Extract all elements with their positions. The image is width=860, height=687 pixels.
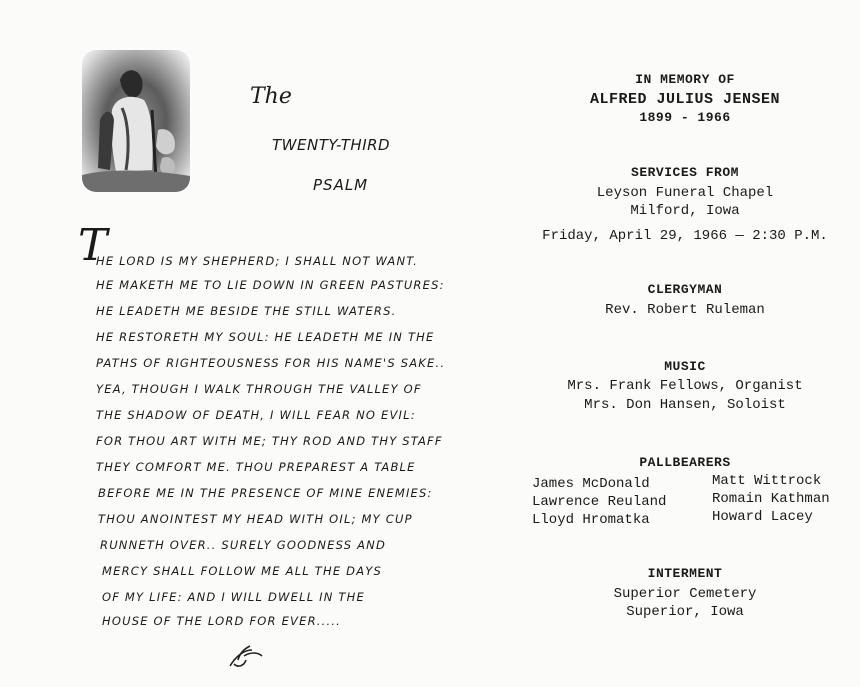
pallbearer: James McDonald xyxy=(532,476,650,492)
life-years: 1899 - 1966 xyxy=(639,110,731,125)
interment-heading: INTERMENT xyxy=(647,566,723,581)
pallbearer: Romain Kathman xyxy=(712,491,830,507)
psalm-line: HE LEADETH ME BESIDE THE STILL WATERS. xyxy=(96,304,397,318)
service-datetime: Friday, April 29, 1966 — 2:30 P.M. xyxy=(542,228,828,244)
in-memory-heading: IN MEMORY OF xyxy=(635,72,735,87)
psalm-line: THOU ANOINTEST MY HEAD WITH OIL; MY CUP xyxy=(98,512,413,526)
psalm-line: RUNNETH OVER.. SURELY GOODNESS AND xyxy=(100,538,387,552)
psalm-line: MERCY SHALL FOLLOW ME ALL THE DAYS xyxy=(102,564,382,578)
psalm-line: PATHS OF RIGHTEOUSNESS FOR HIS NAME'S SAKE.. xyxy=(96,356,446,370)
psalm-line: THE SHADOW OF DEATH, I WILL FEAR NO EVIL: xyxy=(96,408,416,422)
chapel-name: Leyson Funeral Chapel xyxy=(596,185,774,201)
psalm-dropcap: T xyxy=(78,220,108,271)
music-heading: MUSIC xyxy=(664,359,706,374)
pallbearer: Lawrence Reuland xyxy=(532,494,667,510)
soloist: Mrs. Don Hansen, Soloist xyxy=(584,397,786,413)
psalm-title-twenty-third: TWENTY-THIRD xyxy=(272,136,391,154)
clergyman-name: Rev. Robert Ruleman xyxy=(605,302,765,318)
clergyman-heading: CLERGYMAN xyxy=(647,282,723,297)
psalm-line: BEFORE ME IN THE PRESENCE OF MINE ENEMIES: xyxy=(98,486,433,500)
shepherd-picture xyxy=(82,50,190,192)
psalm-line: HE MAKETH ME TO LIE DOWN IN GREEN PASTURES: xyxy=(96,278,445,292)
psalm-line: FOR THOU ART WITH ME; THY ROD AND THY STAFF xyxy=(96,434,443,448)
pallbearer: Howard Lacey xyxy=(712,509,813,525)
psalm-line: YEA, THOUGH I WALK THROUGH THE VALLEY OF xyxy=(96,382,422,396)
shepherd-illustration xyxy=(82,50,190,192)
psalm-line: THEY COMFORT ME. THOU PREPAREST A TABLE xyxy=(96,460,416,474)
psalm-line: HE LORD IS MY SHEPHERD; I SHALL NOT WANT. xyxy=(96,254,419,268)
services-heading: SERVICES FROM xyxy=(631,165,739,180)
cemetery-location: Superior, Iowa xyxy=(626,604,744,620)
psalm-line: OF MY LIFE: AND I WILL DWELL IN THE xyxy=(102,590,365,604)
leaf-ornament-icon xyxy=(226,642,266,670)
psalm-line: HOUSE OF THE LORD FOR EVER..... xyxy=(102,614,342,628)
psalm-line: HE RESTORETH MY SOUL: HE LEADETH ME IN THE xyxy=(96,330,435,344)
memorial-panel xyxy=(520,0,860,687)
pallbearers-heading: PALLBEARERS xyxy=(639,455,731,470)
psalm-title-the: The xyxy=(250,84,292,109)
psalm-title-psalm: PSALM xyxy=(313,176,369,194)
pallbearer: Matt Wittrock xyxy=(712,473,822,489)
pallbearer: Lloyd Hromatka xyxy=(532,512,650,528)
chapel-location: Milford, Iowa xyxy=(630,203,740,219)
organist: Mrs. Frank Fellows, Organist xyxy=(567,378,803,394)
deceased-name: ALFRED JULIUS JENSEN xyxy=(589,91,781,108)
cemetery-name: Superior Cemetery xyxy=(613,586,757,602)
